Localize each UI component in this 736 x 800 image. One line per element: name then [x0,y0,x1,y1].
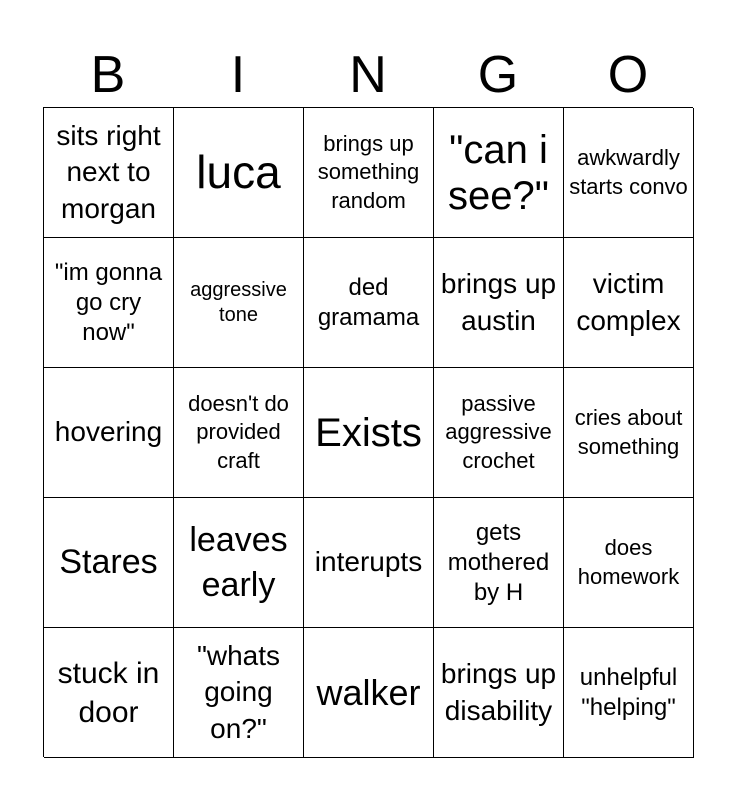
header-letter-g: G [477,46,519,104]
cell-label: luca [196,146,281,199]
bingo-cell-r4-c2[interactable] [174,498,304,628]
bingo-cell-r5-c5[interactable] [564,628,694,758]
cell-label: cries about something [574,404,683,459]
bingo-cell-r5-c3[interactable] [304,628,434,758]
bingo-cell-r2-c5[interactable] [564,238,694,368]
header-letter-i: I [230,46,246,104]
cell-label: brings up something random [317,130,420,213]
bingo-cell-r2-c4[interactable] [434,238,564,368]
bingo-cell-r3-c4[interactable] [434,368,564,498]
cell-label: Exists [315,410,422,455]
cell-label: brings up disability [440,658,557,726]
cell-label: interupts [314,546,423,578]
bingo-cell-r3-c1[interactable] [44,368,174,498]
cell-label: does homework [577,534,680,589]
header-letter-n: N [349,46,387,104]
bingo-cell-r2-c3[interactable] [304,238,434,368]
bingo-header [43,42,693,108]
bingo-cell-r5-c2[interactable] [174,628,304,758]
header-letter-o: O [607,46,649,104]
bingo-cell-r5-c4[interactable] [434,628,564,758]
bingo-cell-r3-c5[interactable] [564,368,694,498]
cell-label: doesn't do provided craft [188,390,289,473]
bingo-cell-r3-c3[interactable] [304,368,434,498]
bingo-cell-r1-c4[interactable] [434,108,564,238]
bingo-cell-r2-c2[interactable] [174,238,304,368]
cell-label: "whats going on?" [196,639,281,744]
bingo-cell-r4-c4[interactable] [434,498,564,628]
cell-label: brings up austin [440,268,557,336]
bingo-cell-r4-c5[interactable] [564,498,694,628]
bingo-cell-r1-c2[interactable] [174,108,304,238]
header-letter-b: B [90,46,126,104]
bingo-cell-r4-c1[interactable] [44,498,174,628]
cell-label: hovering [54,416,163,448]
cell-label: gets mothered by H [447,518,550,606]
cell-label: "im gonna go cry now" [54,258,163,346]
bingo-cell-r4-c3[interactable] [304,498,434,628]
bingo-cell-r1-c3[interactable] [304,108,434,238]
cell-label: sits right next to morgan [56,119,161,224]
bingo-cell-r2-c1[interactable] [44,238,174,368]
cell-label: victim complex [576,268,681,336]
cell-label: aggressive tone [190,278,287,326]
cell-label: leaves early [189,521,288,604]
cell-label: "can i see?" [448,127,549,218]
cell-label: ded gramama [317,273,420,331]
bingo-board [43,107,693,757]
cell-label: stuck in door [57,656,160,729]
bingo-cell-r5-c1[interactable] [44,628,174,758]
bingo-cell-r1-c5[interactable] [564,108,694,238]
cell-label: Stares [59,543,158,582]
cell-label: awkwardly starts convo [569,144,688,199]
bingo-cell-r3-c2[interactable] [174,368,304,498]
cell-label: unhelpful "helping" [579,663,678,721]
cell-label: walker [316,672,421,713]
bingo-cell-r1-c1[interactable] [44,108,174,238]
cell-label: passive aggressive crochet [445,390,552,473]
